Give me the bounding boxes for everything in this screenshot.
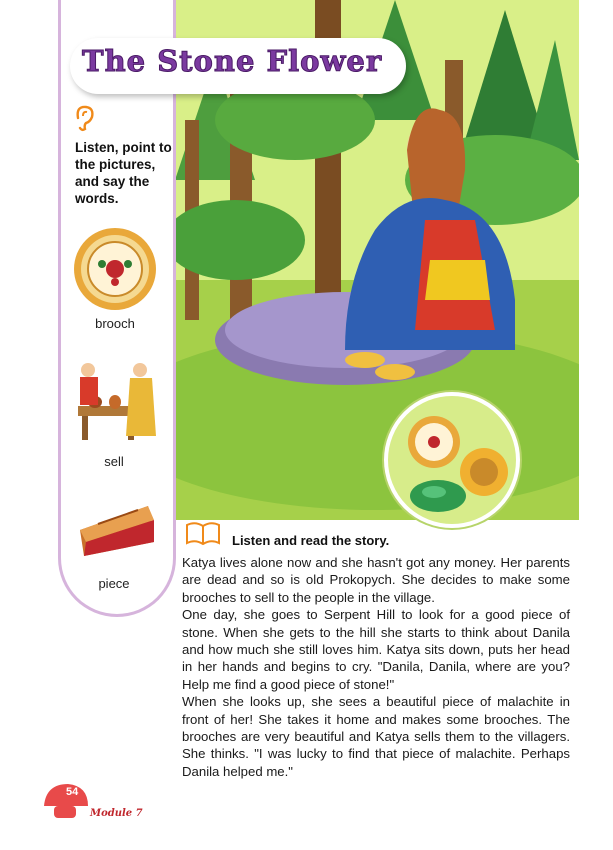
brooch-picture [72, 226, 158, 312]
module-label: Module 7 [90, 808, 143, 819]
word-brooch: brooch [95, 316, 135, 331]
page-number: 54 [66, 786, 79, 798]
word-sell: sell [104, 454, 124, 469]
sell-picture [70, 358, 162, 444]
page-number-badge [40, 780, 90, 820]
story-paragraph: Katya lives alone now and she hasn't got any money. Her parents are dead and so is old Prokopych. She decides to make some brooches to sell to the people in the village. [182, 555, 570, 605]
story-text [182, 554, 570, 780]
instruction-text: Listen, point to the pictures, and say the words. [75, 140, 172, 206]
story-subheading: Listen and read the story. [232, 533, 390, 548]
page-title: The Stone Flower [82, 44, 383, 78]
word-piece: piece [98, 576, 130, 591]
pie-piece-picture [78, 500, 156, 560]
story-paragraph: One day, she goes to Serpent Hill to look for a good piece of stone. When she gets to the hill she starts to think about Danila and how much she still loves him. Katya sits down, puts her head in her hands and begins to cry. "Danila, Danila, where are you? Help me find a good piece of stone!" [182, 607, 570, 692]
brooches-inset [384, 392, 520, 528]
book-icon [183, 519, 223, 547]
story-paragraph: When she looks up, she sees a beautiful piece of malachite in front of her! She takes it home and makes some brooches. The brooches are very beautiful and Katya sells them to the villagers. She thinks. "I was lucky to find that piece of malachite. Perhaps Danila helped me." [182, 694, 570, 779]
ear-icon [72, 104, 96, 132]
